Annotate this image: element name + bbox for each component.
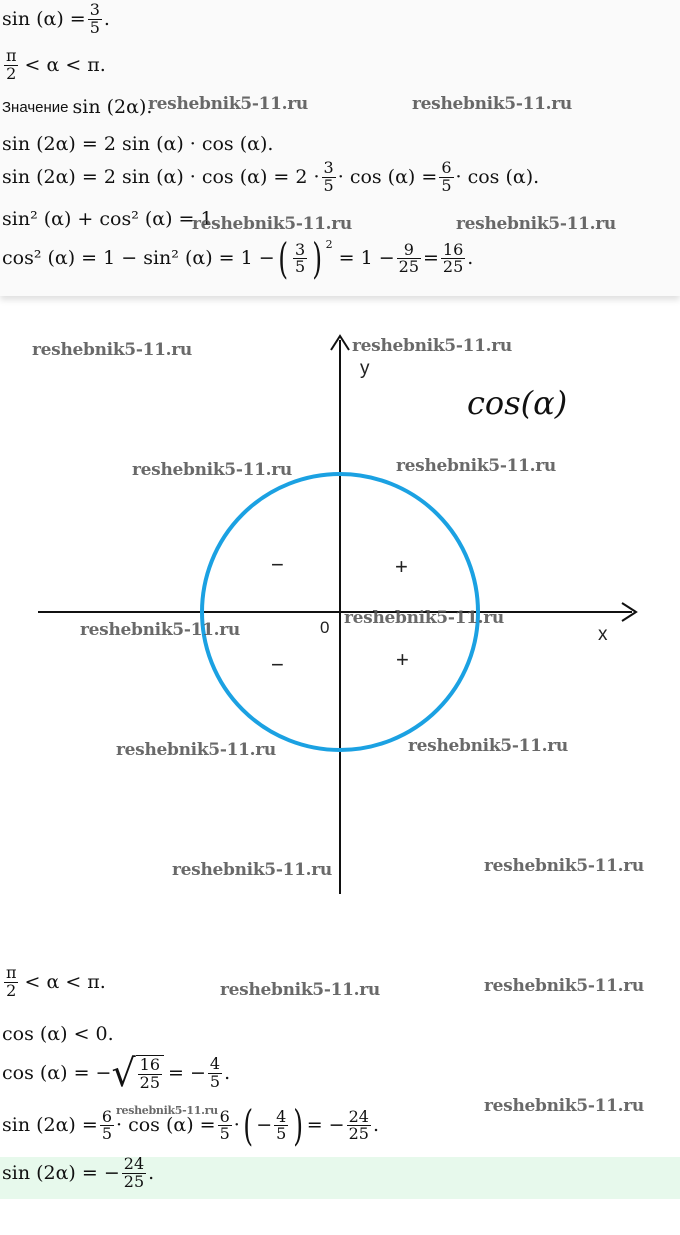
math-text: sin (2α) = 2 sin (α) · cos (α). xyxy=(2,133,274,155)
watermark: reshebnik5-11.ru xyxy=(132,460,292,480)
math-text: cos² (α) = 1 − sin² (α) = 1 − xyxy=(2,247,275,270)
watermark: reshebnik5-11.ru xyxy=(484,1096,644,1116)
denominator: 25 xyxy=(348,1124,369,1144)
math-text: sin (2α) = 2 sin (α) · cos (α) = 2 · xyxy=(2,165,320,188)
fraction xyxy=(439,160,453,195)
watermark: reshebnik5-11.ru xyxy=(192,214,352,234)
watermark: reshebnik5-11.ru xyxy=(116,1104,218,1117)
fraction xyxy=(218,1106,232,1144)
numerator: 9 xyxy=(403,239,414,259)
numerator: 4 xyxy=(209,1054,221,1073)
numerator: 3 xyxy=(323,158,334,177)
fraction xyxy=(88,2,102,37)
math-text: = xyxy=(423,247,439,270)
fraction xyxy=(4,48,19,83)
denominator: 2 xyxy=(6,63,17,83)
fraction xyxy=(4,965,19,1000)
fraction xyxy=(397,239,421,277)
math-text: . xyxy=(224,1061,231,1084)
math-text: . xyxy=(148,1161,155,1184)
denominator: 25 xyxy=(398,257,419,277)
denominator: 5 xyxy=(101,1124,112,1144)
fraction xyxy=(100,1106,114,1144)
radical-sign: √ xyxy=(111,1051,136,1096)
math-text: = − xyxy=(168,1061,206,1084)
y-axis-label: y xyxy=(360,358,370,379)
math-line-alpha-range-repeat xyxy=(2,965,106,1000)
denominator: 5 xyxy=(323,175,334,195)
numerator: 16 xyxy=(139,1055,161,1074)
math-text: < α < π. xyxy=(24,53,106,76)
sign-quadrant-1: + xyxy=(395,554,408,579)
numerator: 16 xyxy=(442,239,464,259)
radicand xyxy=(136,1055,164,1092)
math-text: sin (2α). xyxy=(72,96,153,118)
math-line-cos-negative xyxy=(2,1025,114,1044)
math-text: = 1 − xyxy=(338,247,395,270)
watermark: reshebnik5-11.ru xyxy=(148,94,308,114)
watermark: reshebnik5-11.ru xyxy=(484,976,644,996)
numerator: 24 xyxy=(348,1106,369,1126)
x-axis-label: x xyxy=(598,624,608,645)
denominator: 5 xyxy=(295,257,306,277)
math-line-double-angle xyxy=(2,135,273,154)
denominator: 5 xyxy=(209,1071,221,1091)
denominator: 25 xyxy=(442,257,464,277)
paren-open: ( xyxy=(243,1101,253,1150)
fraction xyxy=(347,1106,371,1144)
denominator: 5 xyxy=(276,1124,287,1144)
numerator: 4 xyxy=(276,1106,287,1126)
sign-quadrant-4: + xyxy=(396,647,409,672)
fraction xyxy=(138,1057,162,1092)
denominator: 5 xyxy=(219,1124,230,1144)
watermark: reshebnik5-11.ru xyxy=(484,856,644,876)
math-text: · xyxy=(233,1114,240,1137)
math-line-alpha-range xyxy=(2,48,106,83)
paren-close: ) xyxy=(293,1101,304,1150)
watermark: reshebnik5-11.ru xyxy=(456,214,616,234)
math-text: . xyxy=(372,1114,379,1137)
math-text: = − xyxy=(306,1114,345,1137)
denominator: 5 xyxy=(89,17,100,37)
math-text: cos (α) < 0. xyxy=(2,1023,114,1045)
square-root xyxy=(111,1051,164,1096)
fraction xyxy=(208,1056,222,1091)
sign-quadrant-3: − xyxy=(271,652,284,677)
math-text: . xyxy=(467,247,474,270)
denominator: 5 xyxy=(441,175,452,195)
watermark: reshebnik5-11.ru xyxy=(344,608,504,628)
fraction xyxy=(441,239,465,277)
math-text: sin (2α) = xyxy=(2,1114,98,1137)
watermark: reshebnik5-11.ru xyxy=(412,94,572,114)
math-line-cos-squared xyxy=(2,234,474,283)
find-label: Значение xyxy=(2,99,69,116)
numerator: 6 xyxy=(219,1106,230,1126)
watermark: reshebnik5-11.ru xyxy=(32,340,192,360)
fraction xyxy=(274,1106,288,1144)
math-text: cos (α) = − xyxy=(2,1061,112,1084)
numerator: 24 xyxy=(123,1154,145,1173)
paren-open: ( xyxy=(277,234,288,283)
math-text: . xyxy=(103,7,110,30)
numerator: π xyxy=(6,963,17,982)
origin-label: 0 xyxy=(320,618,330,637)
math-text: sin (α) = xyxy=(2,7,86,30)
denominator: 25 xyxy=(139,1072,161,1092)
numerator: 6 xyxy=(101,1106,112,1126)
math-line-cos-value xyxy=(2,1051,231,1096)
math-text: < α < π. xyxy=(24,970,106,993)
sign-quadrant-2: − xyxy=(271,552,284,577)
numerator: 6 xyxy=(441,158,452,177)
math-line-answer xyxy=(2,1156,154,1191)
math-text: sin² (α) + cos² (α) = 1 xyxy=(2,208,213,230)
math-text: · cos (α) = xyxy=(116,1114,216,1137)
fraction xyxy=(293,239,307,277)
math-line-substitution xyxy=(2,160,539,195)
watermark: reshebnik5-11.ru xyxy=(80,620,240,640)
watermark: reshebnik5-11.ru xyxy=(396,456,556,476)
watermark: reshebnik5-11.ru xyxy=(116,740,276,760)
exponent: 2 xyxy=(325,238,333,252)
math-text: · cos (α) = xyxy=(337,165,438,188)
numerator: π xyxy=(6,46,17,65)
watermark: reshebnik5-11.ru xyxy=(408,736,568,756)
math-text: · cos (α). xyxy=(455,165,540,188)
numerator: 3 xyxy=(295,239,306,259)
watermark: reshebnik5-11.ru xyxy=(220,980,380,1000)
numerator: 3 xyxy=(89,0,100,19)
math-text: sin (2α) = − xyxy=(2,1161,120,1184)
fraction xyxy=(322,160,336,195)
math-text: − xyxy=(256,1114,273,1137)
function-label: cos(α) xyxy=(467,384,568,422)
fraction xyxy=(122,1156,146,1191)
denominator: 2 xyxy=(6,980,17,1000)
denominator: 25 xyxy=(123,1171,145,1191)
math-line-pythagorean xyxy=(2,210,213,229)
math-line-find-label xyxy=(2,98,152,117)
watermark: reshebnik5-11.ru xyxy=(172,860,332,880)
watermark: reshebnik5-11.ru xyxy=(352,336,512,356)
paren-close: ) xyxy=(312,234,323,283)
math-line-sin-value xyxy=(2,2,110,37)
